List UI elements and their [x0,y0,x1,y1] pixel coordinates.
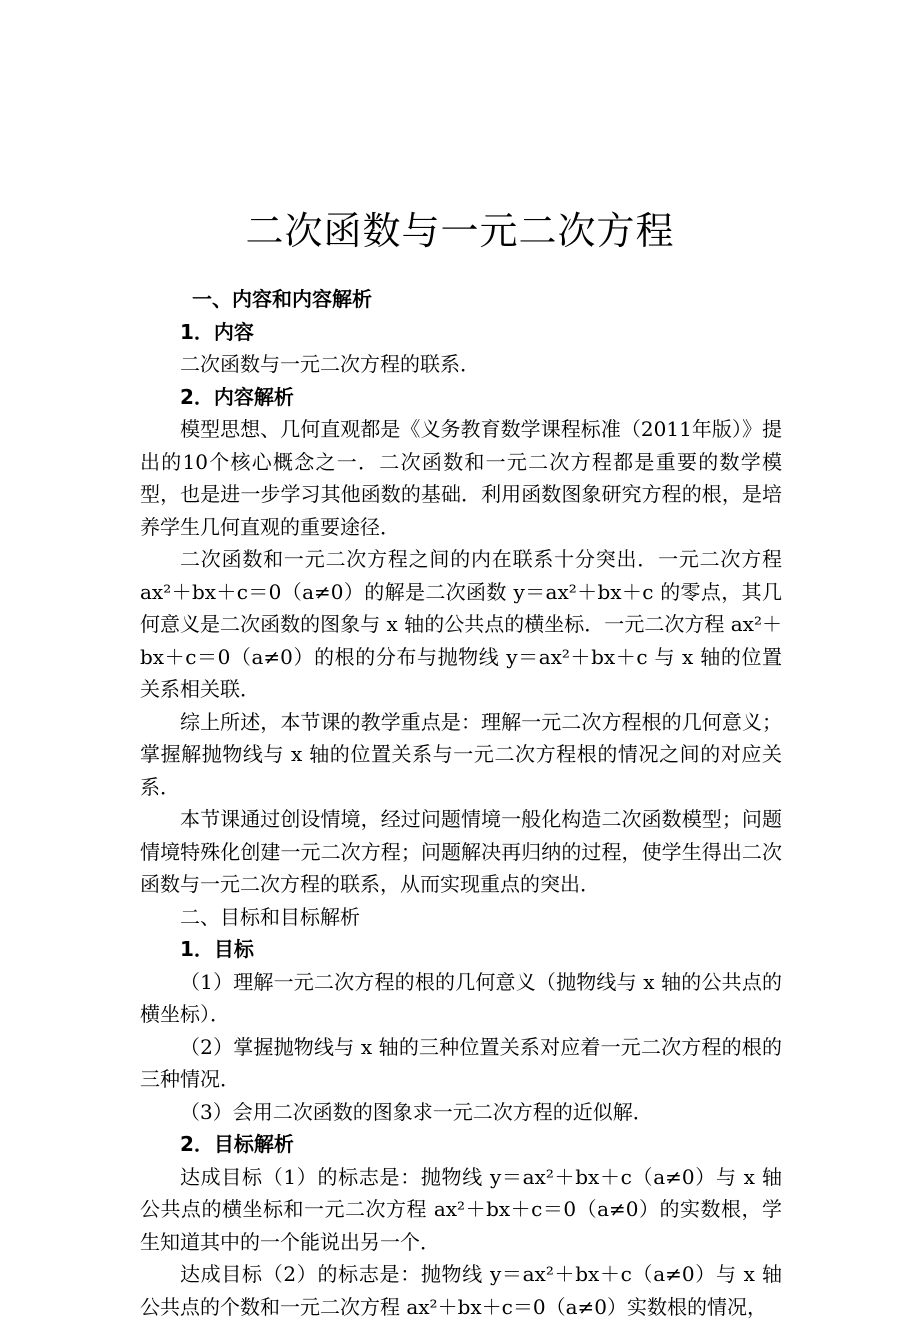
subheading-goals: 1．目标 [180,937,254,961]
paragraph-analysis-4: 本节课通过创设情境，经过问题情境一般化构造二次函数模型；问题情境特殊化创建一元二次方程；问题解决再归纳的过程，使学生得出二次函数与一元二次方程的联系，从而实现重点的突出． [140,807,782,896]
paragraph-analysis-1: 模型思想、几何直观都是《义务教育数学课程标准（2011年版）》提出的10个核心概念之一．二次函数和一元二次方程都是重要的数学模型，也是进一步学习其他函数的基础．利用函数图象研究方程的根，是培养学生几何直观的重要途径． [140,417,782,539]
document-body [140,283,782,1323]
subheading-content: 1．内容 [180,319,254,344]
goal-item-1: （1）理解一元二次方程的根的几何意义（抛物线与 x 轴的公共点的横坐标）． [140,969,782,1026]
paragraph-analysis-2: 二次函数和一元二次方程之间的内在联系十分突出．一元二次方程 ax²＋bx＋c＝0（a≠0）的解是二次函数 y＝ax²＋bx＋c 的零点，其几何意义是二次函数的图象与 x 轴的公共点的横坐标．一元二次方程 ax²＋bx＋c＝0（a≠0）的根的分布与抛物线 y＝ax²＋bx＋c 与 x 轴的位置关系相关联． [140,547,782,701]
document-title: 二次函数与一元二次方程 [245,209,675,253]
goal-item-3: （3）会用二次函数的图象求一元二次方程的近似解． [180,1099,653,1124]
subheading-goal-analysis: 2．目标解析 [180,1132,294,1156]
paragraph-content: 二次函数与一元二次方程的联系． [180,352,480,376]
section-heading-content: 一、内容和内容解析 [192,287,372,311]
paragraph-goal-analysis-2: 达成目标（2）的标志是：抛物线 y＝ax²＋bx＋c（a≠0）与 x 轴公共点的个数和一元二次方程 ax²＋bx＋c＝0（a≠0）实数根的情况， [140,1262,782,1319]
subheading-content-analysis: 2．内容解析 [180,384,294,409]
paragraph-goal-analysis-1: 达成目标（1）的标志是：抛物线 y＝ax²＋bx＋c（a≠0）与 x 轴公共点的横坐标和一元二次方程 ax²＋bx＋c＝0（a≠0）的实数根，学生知道其中的一个能说出另一个． [140,1164,782,1254]
section-heading-goals: 二、目标和目标解析 [180,904,360,929]
goal-item-2: （2）掌握抛物线与 x 轴的三种位置关系对应着一元二次方程的根的三种情况． [140,1034,782,1091]
paragraph-analysis-3: 综上所述，本节课的教学重点是：理解一元二次方程根的几何意义；掌握解抛物线与 x 轴的位置关系与一元二次方程根的情况之间的对应关系． [140,709,782,799]
